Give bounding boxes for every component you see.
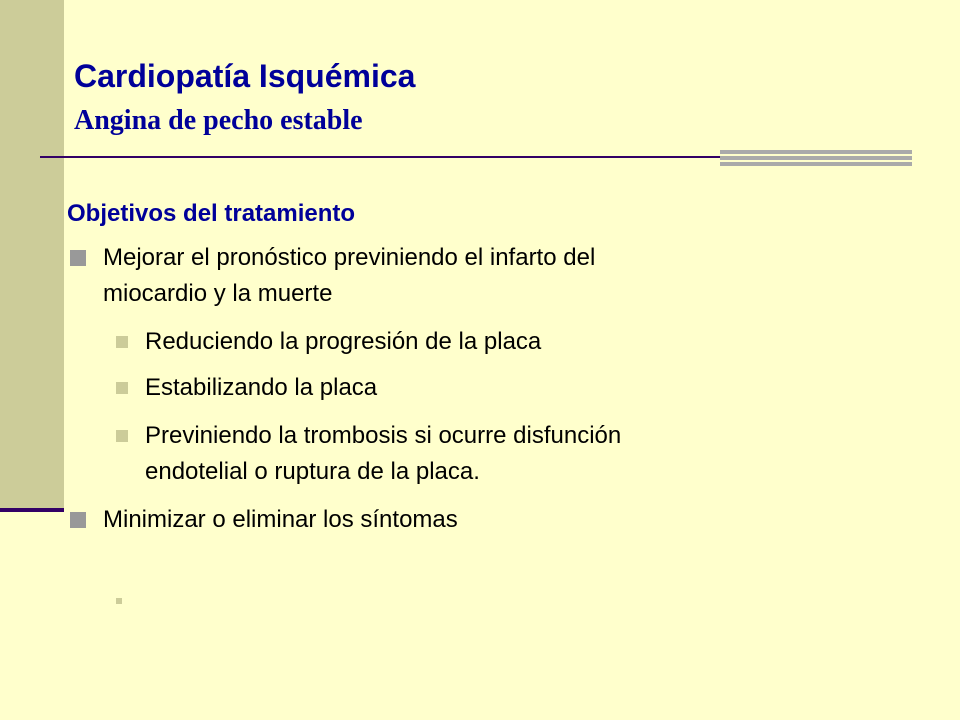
subbullet-item xyxy=(116,370,825,406)
subbullet-line: Previniendo la trombosis si ocurre disfunción xyxy=(145,422,622,449)
subbullet-item xyxy=(116,324,825,360)
slide-subtitle: Angina de pecho estable xyxy=(74,105,363,136)
square-subbullet-icon xyxy=(116,382,128,394)
bullet-line: miocardio y la muerte xyxy=(103,280,333,307)
left-decorative-band xyxy=(0,0,64,510)
square-bullet-icon xyxy=(70,512,86,528)
bullet-line: Mejorar el pronóstico previniendo el infarto del xyxy=(103,244,596,271)
empty-subbullet-icon xyxy=(116,598,122,604)
bullet-item xyxy=(70,240,803,312)
square-bullet-icon xyxy=(70,250,86,266)
subbullet-line: Estabilizando la placa xyxy=(145,374,378,401)
bullet-line: Minimizar o eliminar los síntomas xyxy=(103,506,458,533)
square-subbullet-icon xyxy=(116,336,128,348)
slide-title: Cardiopatía Isquémica xyxy=(74,58,416,94)
bullet-text xyxy=(103,240,803,312)
subbullet-text xyxy=(145,370,825,406)
subbullet-item xyxy=(116,418,825,490)
subbullet-line: endotelial o ruptura de la placa. xyxy=(145,458,480,485)
title-divider-accent xyxy=(720,150,912,166)
subbullet-text xyxy=(145,324,825,360)
section-heading: Objetivos del tratamiento xyxy=(67,200,356,227)
subbullet-line: Reduciendo la progresión de la placa xyxy=(145,328,542,355)
square-subbullet-icon xyxy=(116,430,128,442)
left-band-divider xyxy=(0,508,64,512)
bullet-item xyxy=(70,502,803,538)
bullet-text xyxy=(103,502,803,538)
subbullet-text xyxy=(145,418,825,490)
